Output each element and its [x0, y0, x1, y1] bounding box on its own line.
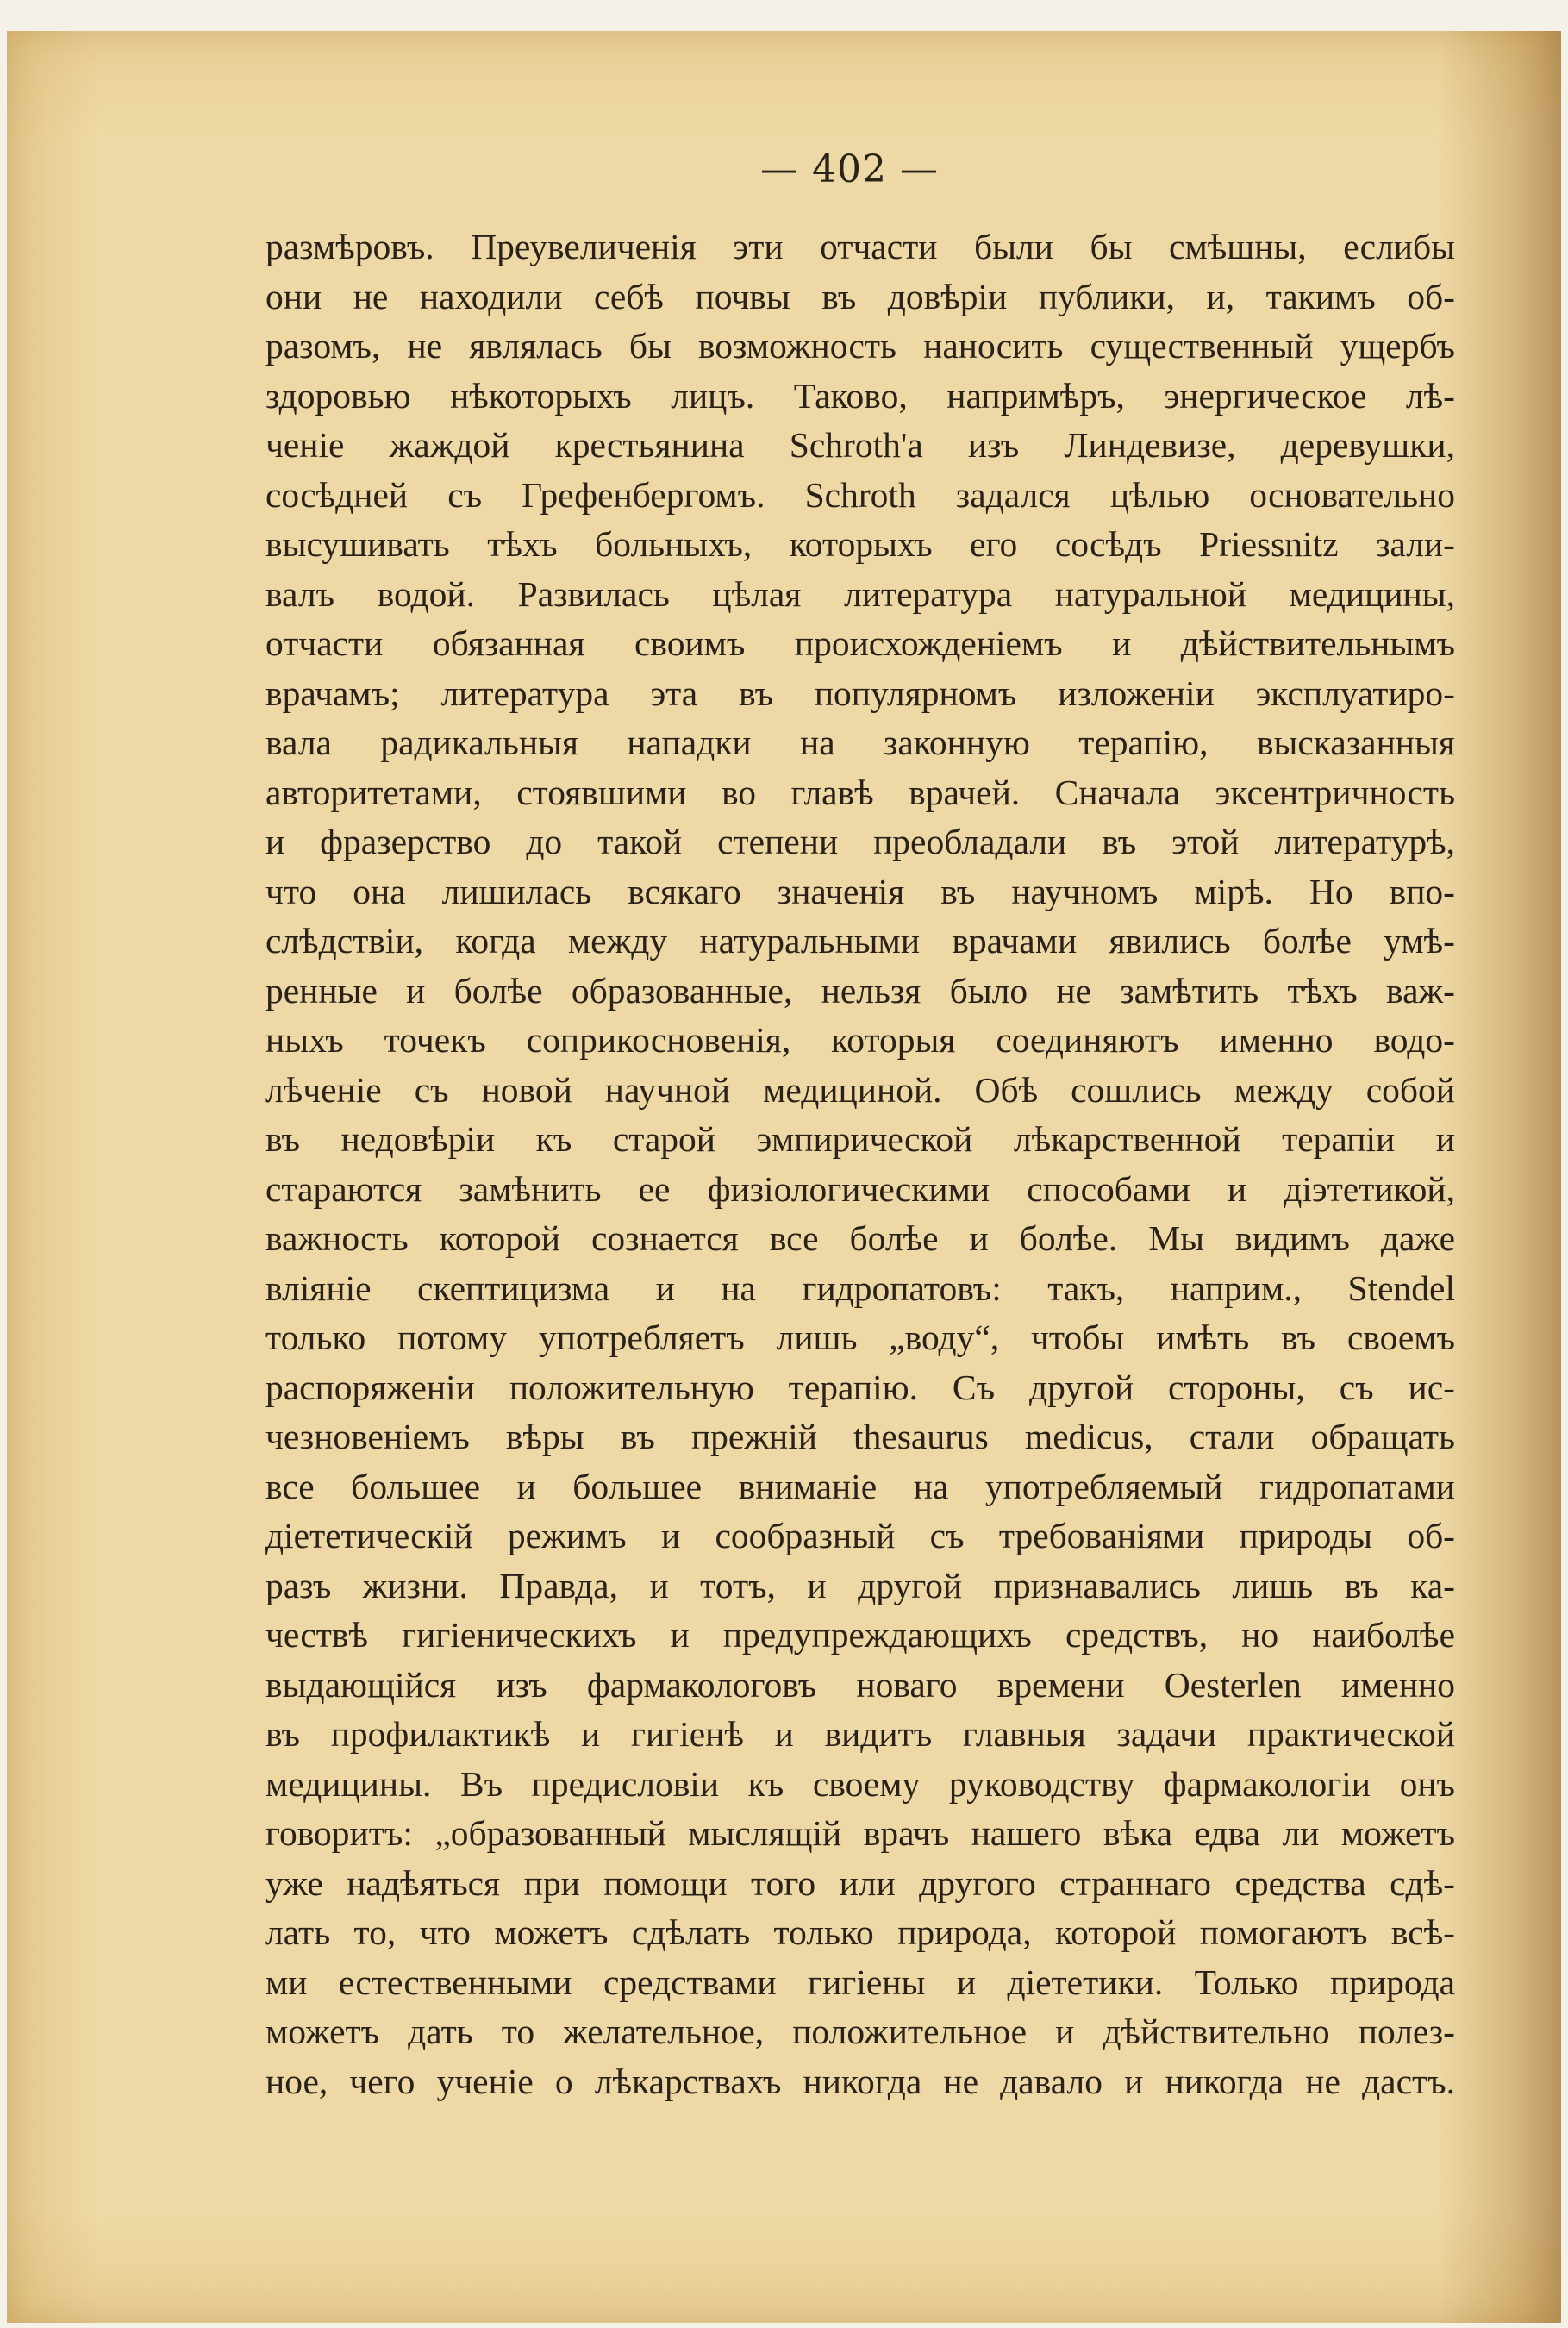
text-line: распоряженіи положительную терапію. Съ другой стороны, съ ис- [265, 1367, 1455, 1407]
text-line: уже надѣяться при помощи того или другого страннаго средства сдѣ- [265, 1862, 1455, 1903]
text-line: чезновеніемъ вѣры въ прежній thesaurus medicus, стали обращать [265, 1417, 1455, 1456]
text-line: все большее и большее вниманіе на употребляемый гидропатами [265, 1466, 1455, 1506]
page-number: — 402 — [760, 147, 939, 191]
text-line: говоритъ: „образованный мыслящій врачъ нашего вѣка едва ли можетъ [265, 1813, 1455, 1853]
text-line: сосѣдней съ Грефенбергомъ. Schroth задался цѣлью основательно [265, 474, 1455, 515]
text-line: авторитетами, стоявшими во главѣ врачей. Сначала эксентричность [265, 772, 1455, 812]
text-line: можетъ дать то желательное, положительное и дѣйствительно полез- [265, 2012, 1455, 2051]
text-line: выдающійся изъ фармакологовъ новаго времени Oesterlen именно [265, 1664, 1455, 1705]
text-line: лѣченіе съ новой научной медициной. Обѣ сошлись между собой [265, 1069, 1455, 1110]
text-line: отчасти обязанная своимъ происхожденіемъ и дѣйствительнымъ [265, 623, 1455, 663]
text-line: только потому употребляетъ лишь „воду“, чтобы имѣть въ своемъ [265, 1317, 1455, 1357]
text-line: врачамъ; литература эта въ популярномъ изложеніи эксплуатиро- [265, 673, 1455, 713]
text-line: въ недовѣріи къ старой эмпирической лѣкарственной терапіи и [265, 1119, 1455, 1159]
body-text [265, 222, 1455, 2106]
text-line: вала радикальныя нападки на законную терапію, высказанныя [265, 723, 1455, 762]
text-line: стараются замѣнить ее физіологическими способами и діэтетикой, [265, 1168, 1455, 1209]
text-line: ное, чего ученіе о лѣкарствахъ никогда не давало и никогда не дастъ. [265, 2061, 1455, 2101]
text-line: разъ жизни. Правда, и тотъ, и другой признавались лишь въ ка- [265, 1565, 1455, 1605]
book-page [7, 31, 1561, 2323]
text-line: ныхъ точекъ соприкосновенія, которыя соединяютъ именно водо- [265, 1020, 1455, 1060]
text-line: размѣровъ. Преувеличенія эти отчасти были бы смѣшны, еслибы [265, 227, 1455, 266]
text-line: въ профилактикѣ и гигіенѣ и видитъ главныя задачи практической [265, 1714, 1455, 1754]
text-line: лать то, что можетъ сдѣлать только природа, которой помогаютъ всѣ- [265, 1912, 1455, 1952]
text-line: разомъ, не являлась бы возможность наносить существенный ущербъ [265, 326, 1455, 366]
text-line: чествѣ гигіеническихъ и предупреждающихъ средствъ, но наиболѣе [265, 1615, 1455, 1655]
text-line: ченіе жаждой крестьянина Schroth'а изъ Линдевизе, деревушки, [265, 425, 1455, 465]
text-line: они не находили себѣ почвы въ довѣріи публики, и, такимъ об- [265, 276, 1455, 316]
text-line: медицины. Въ предисловіи къ своему руководству фармакологіи онъ [265, 1763, 1455, 1804]
text-line: высушивать тѣхъ больныхъ, которыхъ его сосѣдъ Priessnitz зали- [265, 524, 1455, 564]
text-line: вліяніе скептицизма и на гидропатовъ: такъ, наприм., Stendel [265, 1267, 1455, 1308]
text-line: важность которой сознается все болѣе и болѣе. Мы видимъ даже [265, 1218, 1455, 1258]
text-line: ми естественными средствами гигіены и діететики. Только природа [265, 1962, 1455, 2002]
text-line: валъ водой. Развилась цѣлая литература натуральной медицины, [265, 573, 1455, 614]
text-line: здоровью нѣкоторыхъ лицъ. Таково, напримѣръ, энергическое лѣ- [265, 375, 1455, 416]
text-line: діететическій режимъ и сообразный съ требованіями природы об- [265, 1516, 1455, 1555]
text-line: ренные и болѣе образованные, нельзя было не замѣтить тѣхъ важ- [265, 970, 1455, 1011]
text-line: и фразерство до такой степени преобладали въ этой литературѣ, [265, 822, 1455, 861]
text-line: что она лишилась всякаго значенія въ научномъ мірѣ. Но впо- [265, 871, 1455, 911]
text-line: слѣдствіи, когда между натуральными врачами явились болѣе умѣ- [265, 921, 1455, 961]
